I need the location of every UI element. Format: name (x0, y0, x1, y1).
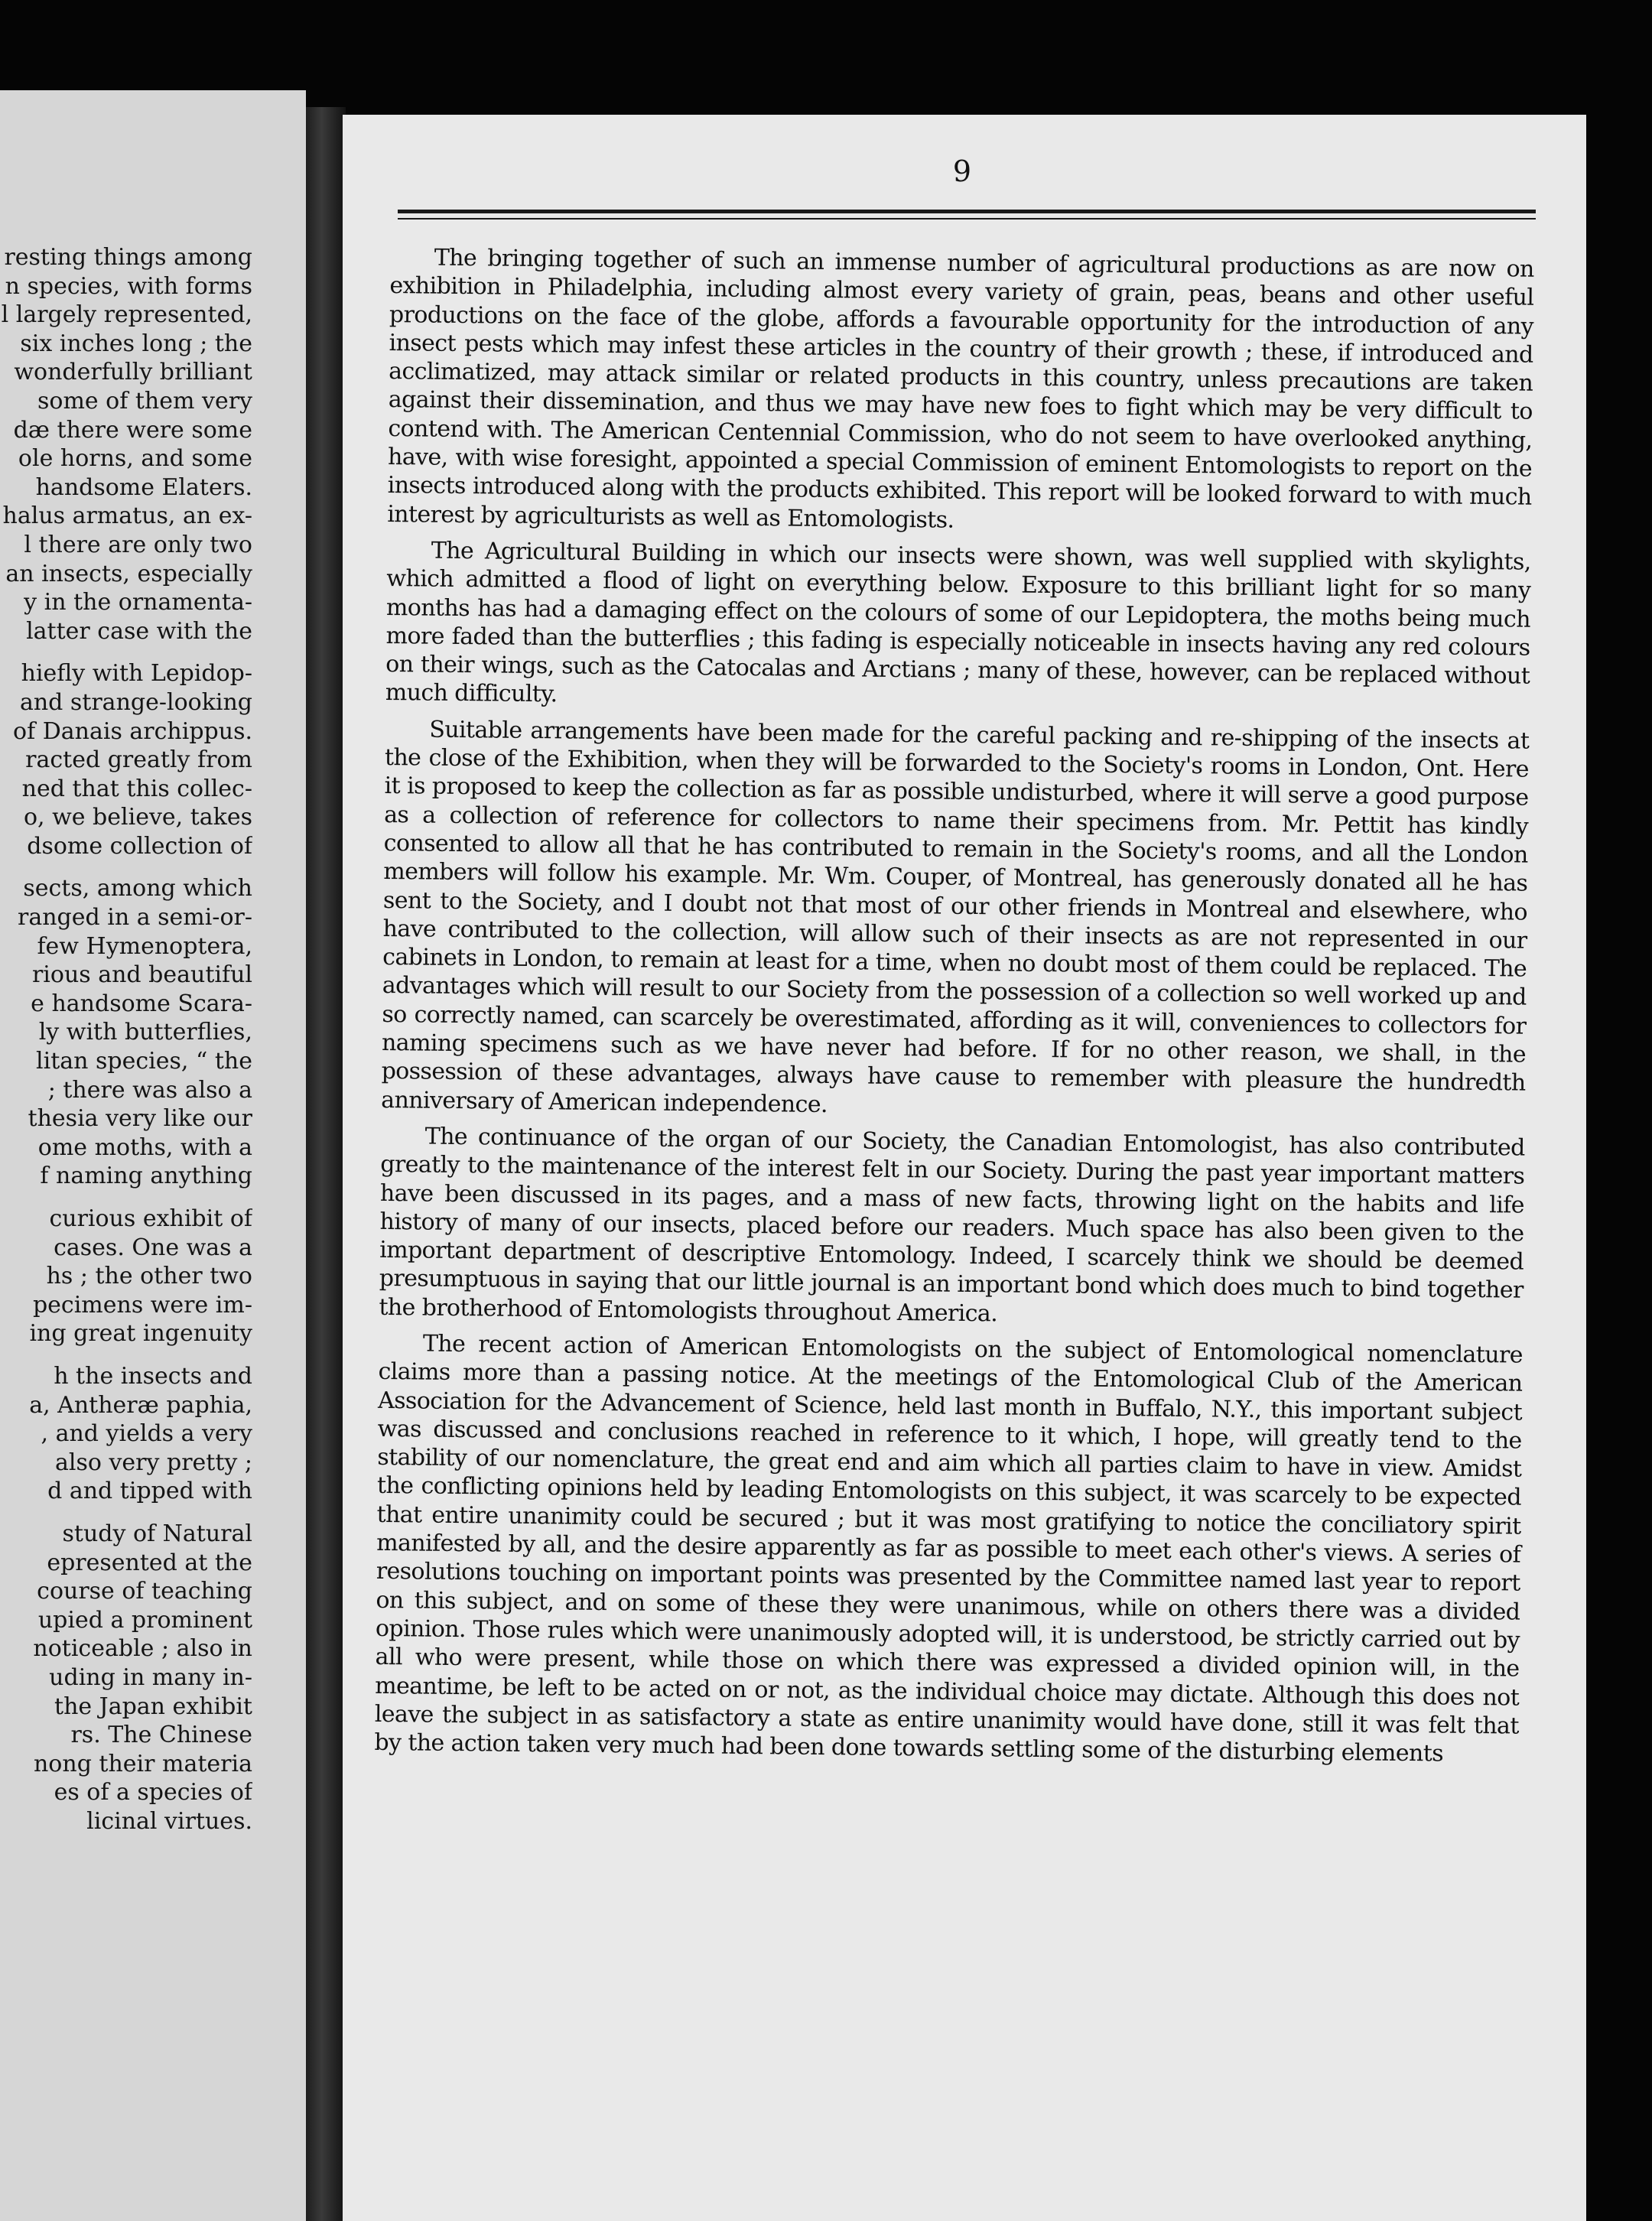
left-page-line: hiefly with Lepidop- (21, 660, 252, 688)
left-page-line: n species, with forms (5, 272, 252, 300)
paragraph-agricultural-building: The Agricultural Building in which our insects were shown, was well supplied with skylights, which admitted a flood of light on everything below. Exposure to this brilliant light for so many months has had a damaging effect on the colours of some of our Lepidoptera, the moths being much more faded than the butterflies ; this fading is especially noticeable in insects having any red colours on their wings, such as the Catocalas and Arctians ; many of these, however, can be replaced without much difficulty. (385, 537, 1531, 708)
left-page-line: d and tipped with (47, 1478, 252, 1505)
left-page-line-gap (0, 1506, 252, 1520)
left-page-line: f naming anything (40, 1163, 252, 1190)
left-page-line: cases. One was a (54, 1234, 252, 1261)
left-page-line: some of them very (37, 387, 252, 415)
left-page-line: dsome collection of (27, 832, 252, 860)
left-page-line: nong their materia (33, 1750, 252, 1777)
left-page-line: l there are only two (24, 531, 252, 558)
left-page-line: and strange-looking (19, 688, 252, 716)
left-page-line-gap (0, 860, 252, 874)
paragraph-canadian-entomologist: The continuance of the organ of our Society, the Canadian Entomologist, has also contributed greatly to the maintenance of the interest felt in our Society. During the past year important matters have been discussed in its pages, and a mass of new facts, throwing light on the habits and life history of many of our insects, placed before our readers. Much space has also been given to the important department of descriptive Entomology. Indeed, I scarcely think we should be deemed presumptuous in saying that our little journal is an important bond which does much to bind together the brotherhood of Entomologists throughout America. (379, 1123, 1525, 1328)
left-page-line: dæ there were some (13, 416, 252, 444)
left-page-line: o, we believe, takes (23, 804, 252, 831)
page-number: 9 (952, 154, 972, 188)
book-gutter (306, 107, 346, 2221)
left-page-text-column (0, 243, 252, 1836)
body-text (374, 243, 1534, 1769)
left-page-line: es of a species of (54, 1779, 252, 1806)
left-page-line: resting things among (4, 244, 252, 271)
paragraph-reshipping: Suitable arrangements have been made for the careful packing and re-shipping of the insects at the close of the Exhibition, when they will be forwarded to the Society's rooms in London, Ont. Here it is proposed to keep the collection as far as possible undisturbed, where it will serve a good purpose as a collection of reference for collectors to name their specimens from. Mr. Pettit has kindly consented to allow all that he has contributed to remain in the Society's rooms, and all the London members will follow his example. Mr. Wm. Couper, of Montreal, has generously donated all he has sent to the Society, and I doubt not that most of our other friends in Montreal and elsewhere, who have contributed to the collection, will allow such of their insects as are not represented in our cabinets in London, to remain at least for a time, when no doubt most of them could be replaced. The advantages which will result to our Society from the possession of a collection so well worked up and so correctly named, can scarcely be overestimated, affording as it will, conveniences to collectors for naming specimens such as we have never had before. If for no other reason, we shall, in the possession of these advantages, always have cause to remember with pleasure the hundredth anniversary of American independence. (381, 716, 1530, 1118)
paragraph-insect-pests: The bringing together of such an immense number of agricultural productions as are now on exhibition in Philadelphia, including almost every variety of grain, peas, beans and other useful productions on the face of the globe, affords a favourable opportunity for the introduction of any insect pests which may infest these articles in the country of their growth ; these, if introduced and acclimatized, may attack similar or related products in this country, unless precautions are taken against their dissemination, and thus we may have new foes to fight which may be very difficult to contend with. The American Centennial Commission, who do not seem to have overlooked anything, have, with wise foresight, appointed a special Commission of eminent Entomologists to report on the insects introduced along with the products exhibited. This report will be looked forward to with much interest by agriculturists as well as Entomologists. (387, 244, 1534, 534)
left-page-line: of Danais archippus. (13, 717, 252, 745)
left-page-line: h the insects and (54, 1362, 252, 1390)
left-page-line: , and yields a very (41, 1420, 252, 1448)
left-page-line: six inches long ; the (20, 330, 252, 357)
left-page-line-gap (0, 1348, 252, 1362)
left-page-line: ome moths, with a (37, 1133, 252, 1161)
left-page-line: thesia very like our (28, 1105, 252, 1133)
left-page-line: few Hymenoptera, (37, 932, 252, 960)
left-page-line: uding in many in- (49, 1663, 252, 1691)
left-page-line-gap (0, 645, 252, 659)
left-page-line: noticeable ; also in (33, 1635, 252, 1663)
left-page-line: ned that this collec- (21, 775, 252, 802)
left-page-line: also very pretty ; (54, 1449, 252, 1476)
left-facing-page (0, 90, 306, 2221)
left-page-line: the Japan exhibit (54, 1693, 252, 1720)
left-page-line: a, Antheræ paphia, (29, 1391, 252, 1419)
left-page-line: ole horns, and some (18, 445, 252, 473)
left-page-line: sects, among which (23, 875, 252, 902)
header-rule-thin (398, 218, 1536, 219)
left-page-line: hs ; the other two (46, 1263, 252, 1290)
left-page-line: halus armatus, an ex- (2, 502, 252, 530)
left-page-line: curious exhibit of (49, 1205, 252, 1232)
left-page-line: rs. The Chinese (70, 1722, 252, 1749)
paragraph-nomenclature: The recent action of American Entomologists on the subject of Entomological nomenclature claims more than a passing notice. At the meetings of the Entomological Club of the American Association for the Advancement of Science, held last month in Buffalo, N.Y., this important subject was discussed and conclusions reached in reference to it which, I hope, will greatly tend to the stability of our nomenclature, the great end and aim which all parties claim to have in view. Amidst the conflicting opinions held by leading Entomologists on this subject, it was scarcely to be expected that entire unanimity could be secured ; but it was most gratifying to notice the conciliatory spirit manifested by all, and the desire apparently as far as possible to meet each other's views. A series of resolutions touching on important points was presented by the Committee named last year to report on this subject, and on some of these they were unanimous, while on others there was a divided opinion. Those rules which were unanimously adopted will, it is understood, be strictly carried out by all who were present, while those on which there was expressed a divided opinion will, in the meantime, be left to be acted on or not, as the individual choice may dictate. Although this does not leave the subject in as satisfactory a state as entire unanimity would have done, still it was felt that by the action taken very much had been done towards settling some of the disturbing elements (374, 1330, 1524, 1767)
left-page-line: wonderfully brilliant (14, 359, 252, 386)
right-page (343, 115, 1586, 2221)
left-page-line: upied a prominent (37, 1606, 252, 1634)
header-rule-thick (398, 210, 1536, 213)
left-page-line: rious and beautiful (31, 961, 252, 989)
left-page-line: latter case with the (26, 617, 252, 645)
left-page-line: y in the ornamenta- (24, 589, 252, 616)
left-page-line: ranged in a semi-or- (18, 904, 252, 932)
left-page-line: ; there was also a (47, 1076, 252, 1104)
left-page-line: ly with butterflies, (38, 1019, 252, 1046)
left-page-line: ing great ingenuity (29, 1320, 252, 1348)
left-page-line: pecimens were im- (32, 1291, 252, 1319)
left-page-line: e handsome Scara- (31, 990, 252, 1017)
left-page-line-gap (0, 1191, 252, 1205)
left-page-line: racted greatly from (25, 746, 252, 774)
left-page-line: epresented at the (47, 1549, 252, 1576)
left-page-line: course of teaching (37, 1578, 252, 1605)
left-page-line: study of Natural (62, 1520, 252, 1547)
left-page-line: an insects, especially (5, 560, 252, 587)
left-page-line: litan species, “ the (36, 1048, 252, 1075)
left-page-line: l largely represented, (1, 301, 252, 329)
left-page-line: licinal virtues. (86, 1807, 252, 1835)
left-page-line: handsome Elaters. (35, 473, 252, 501)
